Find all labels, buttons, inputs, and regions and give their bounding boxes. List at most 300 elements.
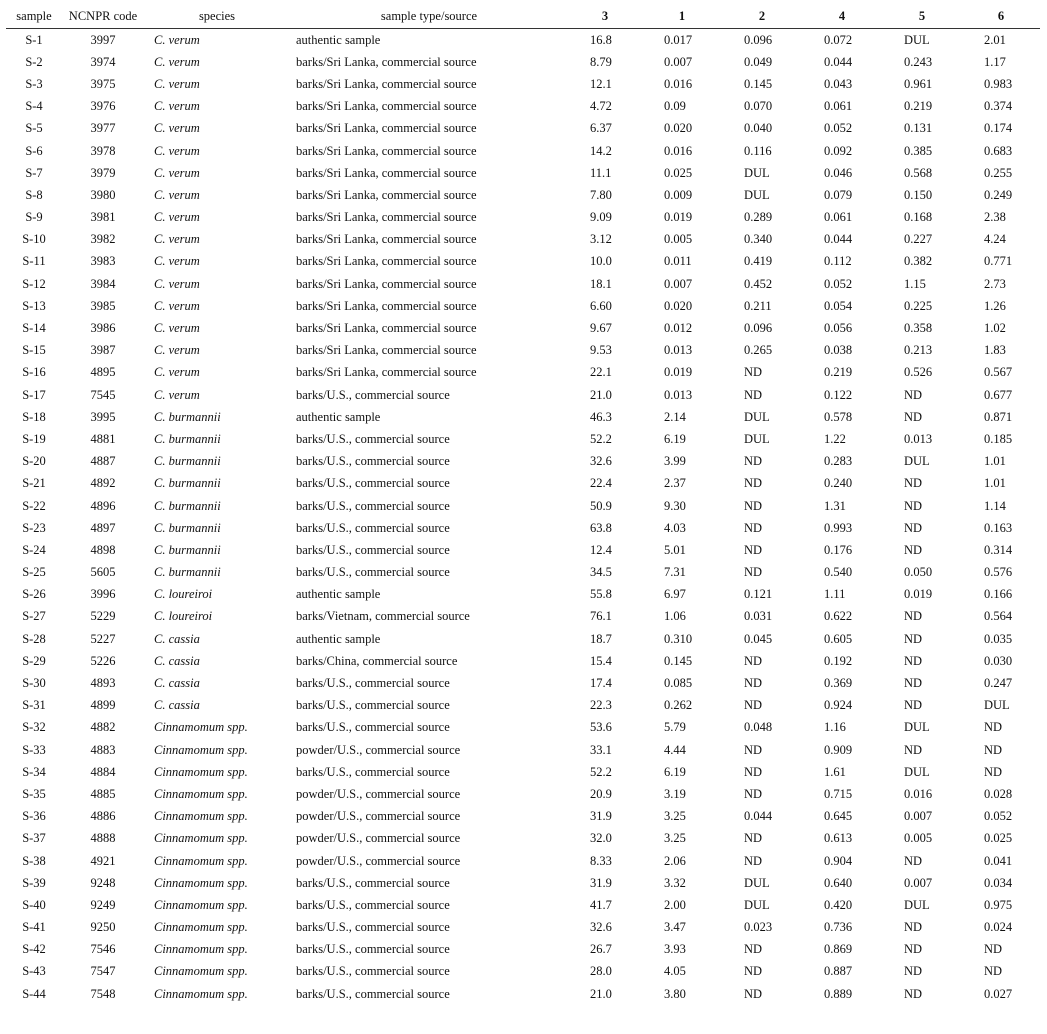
cell-species: Cinnamomum spp. xyxy=(154,764,248,779)
table-row xyxy=(6,384,1040,406)
cell-sample-type: barks/Sri Lanka, commercial source xyxy=(296,298,477,313)
cell-compound-1: 3.99 xyxy=(664,454,686,469)
cell-compound-5: 1.15 xyxy=(904,276,926,291)
cell-compound-5: ND xyxy=(904,631,923,646)
cell-ncnpr-code: 3983 xyxy=(90,254,116,269)
cell-compound-4: 0.043 xyxy=(824,76,853,91)
table-row xyxy=(6,828,1040,850)
cell-compound-1: 6.19 xyxy=(664,764,686,779)
cell-species: C. verum xyxy=(154,232,200,247)
cell-compound-1: 0.262 xyxy=(664,698,693,713)
cell-compound-4: 1.31 xyxy=(824,498,846,513)
cell-compound-6: 0.771 xyxy=(984,254,1013,269)
cell-compound-5: 0.526 xyxy=(904,365,933,380)
cell-sample: S-37 xyxy=(22,831,46,846)
cell-compound-1: 0.013 xyxy=(664,343,693,358)
cell-compound-5: 0.243 xyxy=(904,54,933,69)
cell-sample-type: barks/U.S., commercial source xyxy=(296,431,450,446)
cell-compound-5: 0.150 xyxy=(904,187,933,202)
cell-compound-6: 1.17 xyxy=(984,54,1006,69)
cell-compound-1: 3.25 xyxy=(664,809,686,824)
cell-sample-type: barks/Sri Lanka, commercial source xyxy=(296,232,477,247)
cell-compound-2: ND xyxy=(744,542,763,557)
cell-compound-3: 34.5 xyxy=(590,565,612,580)
cell-compound-3: 22.4 xyxy=(590,476,612,491)
cell-compound-2: ND xyxy=(744,520,763,535)
cell-compound-1: 0.012 xyxy=(664,321,693,336)
cell-compound-2: 0.040 xyxy=(744,121,773,136)
cell-compound-1: 7.31 xyxy=(664,565,686,580)
cell-compound-2: 0.070 xyxy=(744,99,773,114)
cell-compound-1: 0.020 xyxy=(664,298,693,313)
cell-compound-5: 0.019 xyxy=(904,587,933,602)
cell-compound-5: 0.382 xyxy=(904,254,933,269)
cell-sample-type: barks/China, commercial source xyxy=(296,653,458,668)
cell-compound-4: 0.993 xyxy=(824,520,853,535)
cell-compound-4: 0.736 xyxy=(824,920,853,935)
cell-ncnpr-code: 3996 xyxy=(90,587,116,602)
cell-compound-1: 3.80 xyxy=(664,986,686,1001)
cell-sample: S-27 xyxy=(22,609,46,624)
cell-species: C. verum xyxy=(154,387,200,402)
cell-compound-1: 0.005 xyxy=(664,232,693,247)
cell-compound-2: ND xyxy=(744,986,763,1001)
cell-sample: S-25 xyxy=(22,565,46,580)
cell-sample-type: barks/U.S., commercial source xyxy=(296,476,450,491)
cell-sample: S-43 xyxy=(22,964,46,979)
cell-ncnpr-code: 4899 xyxy=(90,698,116,713)
cell-sample-type: powder/U.S., commercial source xyxy=(296,853,461,868)
cell-compound-4: 0.240 xyxy=(824,476,853,491)
cell-compound-3: 55.8 xyxy=(590,587,612,602)
cell-compound-2: ND xyxy=(744,698,763,713)
cell-compound-3: 20.9 xyxy=(590,786,612,801)
cell-compound-2: 0.031 xyxy=(744,609,773,624)
cell-species: C. verum xyxy=(154,143,200,158)
cell-compound-6: 0.052 xyxy=(984,809,1013,824)
cell-compound-4: 0.909 xyxy=(824,742,853,757)
cell-compound-5: DUL xyxy=(904,720,930,735)
cell-compound-6: 0.030 xyxy=(984,653,1013,668)
cell-compound-3: 7.80 xyxy=(590,187,612,202)
cell-compound-3: 21.0 xyxy=(590,387,612,402)
cell-compound-6: 0.975 xyxy=(984,897,1013,912)
header-species: species xyxy=(144,4,290,29)
cell-species: C. cassia xyxy=(154,676,200,691)
cell-compound-5: DUL xyxy=(904,897,930,912)
cell-compound-2: ND xyxy=(744,565,763,580)
cell-compound-1: 5.79 xyxy=(664,720,686,735)
cell-compound-6: 0.174 xyxy=(984,121,1013,136)
cell-compound-3: 52.2 xyxy=(590,764,612,779)
cell-sample-type: powder/U.S., commercial source xyxy=(296,809,461,824)
cell-compound-1: 3.93 xyxy=(664,942,686,957)
table-row xyxy=(6,961,1040,983)
cell-compound-5: 0.213 xyxy=(904,343,933,358)
cell-ncnpr-code: 4887 xyxy=(90,454,116,469)
cell-species: Cinnamomum spp. xyxy=(154,831,248,846)
cell-compound-2: 0.419 xyxy=(744,254,773,269)
cell-compound-5: 0.013 xyxy=(904,431,933,446)
cell-ncnpr-code: 4892 xyxy=(90,476,116,491)
cell-compound-3: 12.4 xyxy=(590,542,612,557)
cell-species: C. verum xyxy=(154,121,200,136)
cell-compound-2: DUL xyxy=(744,409,770,424)
cell-sample-type: barks/Sri Lanka, commercial source xyxy=(296,54,477,69)
cell-compound-4: 0.044 xyxy=(824,232,853,247)
cell-compound-5: 0.168 xyxy=(904,210,933,225)
cell-ncnpr-code: 9250 xyxy=(90,920,116,935)
cell-compound-3: 22.1 xyxy=(590,365,612,380)
cell-compound-4: 0.605 xyxy=(824,631,853,646)
cell-compound-6: 0.567 xyxy=(984,365,1013,380)
cell-compound-4: 0.887 xyxy=(824,964,853,979)
cell-compound-4: 0.540 xyxy=(824,565,853,580)
cell-sample: S-32 xyxy=(22,720,46,735)
cell-compound-6: DUL xyxy=(984,698,1010,713)
cell-species: C. loureiroi xyxy=(154,587,213,602)
table-row xyxy=(6,29,1040,52)
cell-compound-5: 0.007 xyxy=(904,809,933,824)
cell-ncnpr-code: 4888 xyxy=(90,831,116,846)
cell-compound-2: 0.289 xyxy=(744,210,773,225)
cell-compound-3: 10.0 xyxy=(590,254,612,269)
cell-sample: S-14 xyxy=(22,321,46,336)
cell-ncnpr-code: 4884 xyxy=(90,764,116,779)
cell-species: Cinnamomum spp. xyxy=(154,875,248,890)
cell-ncnpr-code: 4895 xyxy=(90,365,116,380)
cell-species: Cinnamomum spp. xyxy=(154,897,248,912)
cell-compound-5: DUL xyxy=(904,454,930,469)
cell-ncnpr-code: 3997 xyxy=(90,32,116,47)
cell-compound-2: ND xyxy=(744,942,763,957)
cell-sample-type: barks/Sri Lanka, commercial source xyxy=(296,143,477,158)
cell-compound-5: 0.016 xyxy=(904,786,933,801)
cell-compound-2: 0.145 xyxy=(744,76,773,91)
cell-ncnpr-code: 4896 xyxy=(90,498,116,513)
cell-sample-type: barks/U.S., commercial source xyxy=(296,920,450,935)
cell-ncnpr-code: 7547 xyxy=(90,964,116,979)
cell-compound-4: 0.176 xyxy=(824,542,853,557)
cell-sample: S-24 xyxy=(22,542,46,557)
table-row xyxy=(6,495,1040,517)
cell-compound-3: 6.60 xyxy=(590,298,612,313)
cell-compound-3: 28.0 xyxy=(590,964,612,979)
cell-ncnpr-code: 4885 xyxy=(90,786,116,801)
data-table xyxy=(6,4,1040,1005)
cell-compound-3: 3.12 xyxy=(590,232,612,247)
cell-compound-6: 0.564 xyxy=(984,609,1013,624)
cell-species: C. verum xyxy=(154,365,200,380)
table-row xyxy=(6,761,1040,783)
cell-compound-4: 0.889 xyxy=(824,986,853,1001)
cell-species: Cinnamomum spp. xyxy=(154,809,248,824)
cell-compound-2: ND xyxy=(744,476,763,491)
cell-sample: S-44 xyxy=(22,986,46,1001)
table-row xyxy=(6,51,1040,73)
table-row xyxy=(6,317,1040,339)
cell-compound-3: 63.8 xyxy=(590,520,612,535)
cell-sample: S-33 xyxy=(22,742,46,757)
cell-compound-1: 4.44 xyxy=(664,742,686,757)
table-row xyxy=(6,872,1040,894)
cell-compound-2: 0.452 xyxy=(744,276,773,291)
cell-compound-2: 0.096 xyxy=(744,321,773,336)
cell-sample: S-20 xyxy=(22,454,46,469)
cell-compound-6: 0.983 xyxy=(984,76,1013,91)
cell-sample: S-13 xyxy=(22,298,46,313)
cell-compound-4: 0.613 xyxy=(824,831,853,846)
cell-ncnpr-code: 3980 xyxy=(90,187,116,202)
cell-compound-5: ND xyxy=(904,920,923,935)
cell-compound-6: 2.73 xyxy=(984,276,1006,291)
cell-compound-6: 0.683 xyxy=(984,143,1013,158)
cell-ncnpr-code: 5229 xyxy=(90,609,116,624)
cell-compound-4: 0.054 xyxy=(824,298,853,313)
cell-compound-5: ND xyxy=(904,520,923,535)
cell-compound-4: 0.219 xyxy=(824,365,853,380)
cell-compound-1: 0.025 xyxy=(664,165,693,180)
cell-compound-4: 0.061 xyxy=(824,99,853,114)
cell-sample: S-19 xyxy=(22,431,46,446)
cell-compound-5: ND xyxy=(904,498,923,513)
cell-sample-type: barks/Sri Lanka, commercial source xyxy=(296,343,477,358)
cell-compound-2: ND xyxy=(744,831,763,846)
cell-compound-3: 12.1 xyxy=(590,76,612,91)
cell-compound-3: 76.1 xyxy=(590,609,612,624)
cell-compound-5: ND xyxy=(904,742,923,757)
cell-compound-2: DUL xyxy=(744,875,770,890)
cell-species: C. verum xyxy=(154,32,200,47)
cell-species: C. verum xyxy=(154,298,200,313)
cell-sample: S-5 xyxy=(25,121,43,136)
cell-compound-3: 4.72 xyxy=(590,99,612,114)
cell-compound-4: 0.061 xyxy=(824,210,853,225)
cell-compound-2: ND xyxy=(744,498,763,513)
table-row xyxy=(6,362,1040,384)
cell-ncnpr-code: 3977 xyxy=(90,121,116,136)
cell-compound-5: ND xyxy=(904,853,923,868)
cell-compound-2: ND xyxy=(744,742,763,757)
cell-compound-3: 15.4 xyxy=(590,653,612,668)
cell-species: C. verum xyxy=(154,54,200,69)
cell-species: C. burmannii xyxy=(154,454,221,469)
cell-species: Cinnamomum spp. xyxy=(154,920,248,935)
cell-sample: S-4 xyxy=(25,99,43,114)
cell-ncnpr-code: 3976 xyxy=(90,99,116,114)
cell-species: C. cassia xyxy=(154,653,200,668)
cell-compound-4: 0.079 xyxy=(824,187,853,202)
cell-compound-1: 1.06 xyxy=(664,609,686,624)
cell-sample-type: barks/U.S., commercial source xyxy=(296,542,450,557)
cell-compound-1: 6.97 xyxy=(664,587,686,602)
cell-compound-5: 0.961 xyxy=(904,76,933,91)
table-row xyxy=(6,539,1040,561)
cell-compound-1: 0.017 xyxy=(664,32,693,47)
cell-compound-1: 2.00 xyxy=(664,897,686,912)
cell-compound-3: 52.2 xyxy=(590,431,612,446)
cell-compound-6: 0.035 xyxy=(984,631,1013,646)
cell-compound-3: 32.0 xyxy=(590,831,612,846)
cell-compound-3: 6.37 xyxy=(590,121,612,136)
cell-compound-2: DUL xyxy=(744,897,770,912)
cell-sample-type: barks/Sri Lanka, commercial source xyxy=(296,76,477,91)
cell-species: C. verum xyxy=(154,343,200,358)
cell-sample: S-30 xyxy=(22,676,46,691)
cell-compound-4: 0.645 xyxy=(824,809,853,824)
cell-species: C. verum xyxy=(154,321,200,336)
cell-species: C. verum xyxy=(154,276,200,291)
cell-compound-4: 0.052 xyxy=(824,121,853,136)
cell-sample-type: authentic sample xyxy=(296,409,381,424)
cell-ncnpr-code: 5226 xyxy=(90,653,116,668)
cell-compound-1: 0.020 xyxy=(664,121,693,136)
cell-species: C. verum xyxy=(154,99,200,114)
cell-compound-2: ND xyxy=(744,964,763,979)
table-row xyxy=(6,207,1040,229)
cell-compound-2: ND xyxy=(744,387,763,402)
cell-compound-2: ND xyxy=(744,454,763,469)
cell-compound-1: 3.32 xyxy=(664,875,686,890)
table-row xyxy=(6,184,1040,206)
cell-compound-5: 0.219 xyxy=(904,99,933,114)
table-row xyxy=(6,894,1040,916)
cell-compound-4: 0.578 xyxy=(824,409,853,424)
cell-sample: S-39 xyxy=(22,875,46,890)
cell-compound-5: ND xyxy=(904,964,923,979)
cell-compound-6: 0.255 xyxy=(984,165,1013,180)
cell-compound-4: 0.640 xyxy=(824,875,853,890)
cell-sample-type: barks/Sri Lanka, commercial source xyxy=(296,254,477,269)
cell-ncnpr-code: 3974 xyxy=(90,54,116,69)
cell-compound-3: 46.3 xyxy=(590,409,612,424)
cell-compound-2: DUL xyxy=(744,431,770,446)
cell-sample: S-11 xyxy=(22,254,46,269)
cell-species: C. verum xyxy=(154,165,200,180)
cell-ncnpr-code: 3975 xyxy=(90,76,116,91)
cell-compound-3: 14.2 xyxy=(590,143,612,158)
cell-compound-3: 11.1 xyxy=(590,165,612,180)
cell-sample-type: barks/Sri Lanka, commercial source xyxy=(296,187,477,202)
cell-sample: S-29 xyxy=(22,653,46,668)
cell-compound-1: 0.007 xyxy=(664,276,693,291)
cell-species: C. verum xyxy=(154,76,200,91)
cell-compound-2: ND xyxy=(744,653,763,668)
cell-compound-1: 3.47 xyxy=(664,920,686,935)
cell-species: Cinnamomum spp. xyxy=(154,742,248,757)
cell-compound-3: 50.9 xyxy=(590,498,612,513)
cell-species: Cinnamomum spp. xyxy=(154,964,248,979)
table-row xyxy=(6,96,1040,118)
table-row xyxy=(6,229,1040,251)
cell-sample: S-38 xyxy=(22,853,46,868)
table-row xyxy=(6,517,1040,539)
cell-sample-type: authentic sample xyxy=(296,32,381,47)
cell-sample: S-42 xyxy=(22,942,46,957)
cell-species: Cinnamomum spp. xyxy=(154,720,248,735)
cell-compound-2: ND xyxy=(744,365,763,380)
table-row xyxy=(6,717,1040,739)
cell-species: C. burmannii xyxy=(154,409,221,424)
table-row xyxy=(6,162,1040,184)
cell-sample-type: barks/Sri Lanka, commercial source xyxy=(296,276,477,291)
cell-compound-6: 0.576 xyxy=(984,565,1013,580)
header-compound-6: 6 xyxy=(962,4,1040,29)
cell-compound-3: 22.3 xyxy=(590,698,612,713)
cell-compound-1: 4.05 xyxy=(664,964,686,979)
cell-compound-1: 3.25 xyxy=(664,831,686,846)
header-row xyxy=(6,4,1040,29)
cell-compound-4: 0.072 xyxy=(824,32,853,47)
cell-species: C. burmannii xyxy=(154,476,221,491)
cell-compound-4: 1.11 xyxy=(824,587,846,602)
cell-ncnpr-code: 4881 xyxy=(90,431,116,446)
cell-compound-3: 26.7 xyxy=(590,942,612,957)
cell-compound-5: ND xyxy=(904,942,923,957)
cell-sample: S-12 xyxy=(22,276,46,291)
cell-sample: S-18 xyxy=(22,409,46,424)
cell-compound-4: 0.056 xyxy=(824,321,853,336)
cell-sample-type: barks/U.S., commercial source xyxy=(296,897,450,912)
header-sample: sample xyxy=(6,4,62,29)
cell-sample: S-6 xyxy=(25,143,43,158)
cell-compound-6: ND xyxy=(984,764,1003,779)
cell-ncnpr-code: 3982 xyxy=(90,232,116,247)
cell-sample-type: barks/Sri Lanka, commercial source xyxy=(296,121,477,136)
cell-species: C. verum xyxy=(154,210,200,225)
cell-compound-4: 0.924 xyxy=(824,698,853,713)
cell-sample-type: barks/Sri Lanka, commercial source xyxy=(296,99,477,114)
cell-sample-type: powder/U.S., commercial source xyxy=(296,786,461,801)
cell-compound-6: 1.83 xyxy=(984,343,1006,358)
table-body xyxy=(6,29,1040,1006)
cell-sample-type: barks/Sri Lanka, commercial source xyxy=(296,165,477,180)
cell-compound-4: 1.16 xyxy=(824,720,846,735)
cell-compound-4: 0.869 xyxy=(824,942,853,957)
cell-species: Cinnamomum spp. xyxy=(154,942,248,957)
cell-ncnpr-code: 9248 xyxy=(90,875,116,890)
table-row xyxy=(6,672,1040,694)
cell-compound-4: 0.369 xyxy=(824,676,853,691)
cell-compound-2: 0.121 xyxy=(744,587,773,602)
cell-compound-6: 0.028 xyxy=(984,786,1013,801)
cell-sample-type: barks/Vietnam, commercial source xyxy=(296,609,470,624)
cell-compound-6: 1.01 xyxy=(984,476,1006,491)
cell-ncnpr-code: 9249 xyxy=(90,897,116,912)
cell-compound-1: 2.06 xyxy=(664,853,686,868)
cell-ncnpr-code: 4893 xyxy=(90,676,116,691)
cell-sample: S-31 xyxy=(22,698,46,713)
cell-compound-6: 0.247 xyxy=(984,676,1013,691)
table-row xyxy=(6,917,1040,939)
cell-sample: S-41 xyxy=(22,920,46,935)
cell-compound-5: 0.358 xyxy=(904,321,933,336)
cell-compound-5: ND xyxy=(904,476,923,491)
cell-species: C. burmannii xyxy=(154,565,221,580)
cell-compound-1: 2.37 xyxy=(664,476,686,491)
header-sample-type: sample type/source xyxy=(290,4,568,29)
cell-compound-1: 0.009 xyxy=(664,187,693,202)
cell-compound-2: DUL xyxy=(744,187,770,202)
cell-compound-3: 32.6 xyxy=(590,920,612,935)
cell-compound-1: 0.016 xyxy=(664,76,693,91)
cell-compound-2: 0.023 xyxy=(744,920,773,935)
table-row xyxy=(6,562,1040,584)
cell-compound-3: 32.6 xyxy=(590,454,612,469)
cell-ncnpr-code: 3981 xyxy=(90,210,116,225)
cell-compound-2: 0.265 xyxy=(744,343,773,358)
header-compound-3: 3 xyxy=(568,4,642,29)
